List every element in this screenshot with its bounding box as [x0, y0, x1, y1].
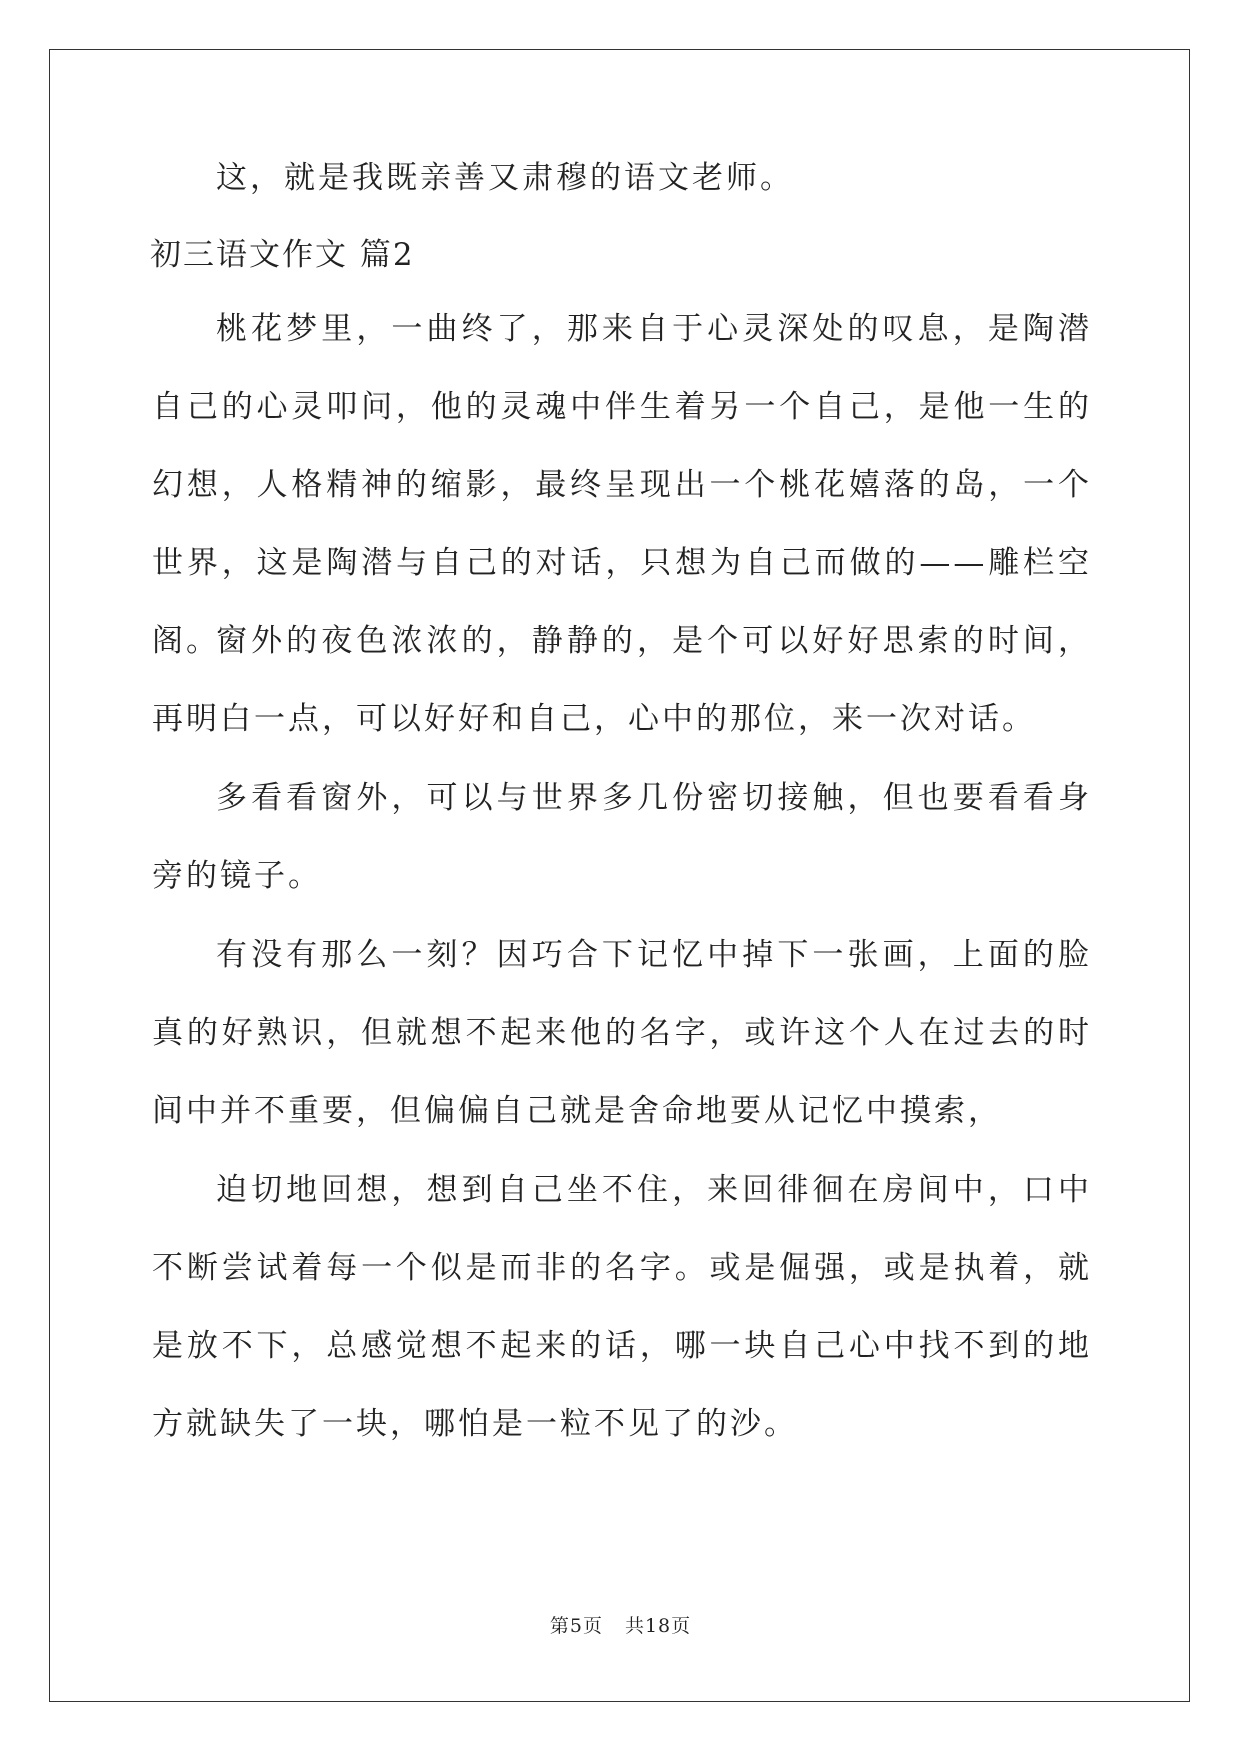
page-number: 第5页: [549, 1615, 603, 1637]
paragraph-4: 有没有那么一刻？因巧合下记忆中掉下一张画，上面的脸真的好熟识，但就想不起来他的名字，或许这个人在过去的时间中并不重要，但偏偏自己就是舍命地要从记忆中摸索，: [152, 937, 1092, 1129]
paragraph-2: 窗外的夜色浓浓的，静静的，是个可以好好思索的时间，再明白一点，可以好好和自己，心中的那位，来一次对话。: [152, 623, 1092, 737]
page-footer: [0, 1611, 1241, 1638]
paragraph-3: 多看看窗外，可以与世界多几份密切接触，但也要看看身旁的镜子。: [152, 780, 1092, 894]
section-heading: 初三语文作文 篇2: [150, 237, 415, 273]
closing-line: 这，就是我既亲善又肃穆的语文老师。: [216, 160, 794, 196]
paragraph-1: 桃花梦里，一曲终了，那来自于心灵深处的叹息，是陶潜自己的心灵叩问，他的灵魂中伴生着另一个自己，是他一生的幻想，人格精神的缩影，最终呈现出一个桃花嬉落的岛，一个世界，这是陶潜与自己的对话，只想为自己而做的——雕栏空阁。: [152, 311, 1092, 659]
page-total: 共18页: [624, 1615, 692, 1637]
paragraph-5: 迫切地回想，想到自己坐不住，来回徘徊在房间中，口中不断尝试着每一个似是而非的名字。或是倔强，或是执着，就是放不下，总感觉想不起来的话，哪一块自己心中找不到的地方就缺失了一块，哪怕是一粒不见了的沙。: [152, 1172, 1092, 1442]
